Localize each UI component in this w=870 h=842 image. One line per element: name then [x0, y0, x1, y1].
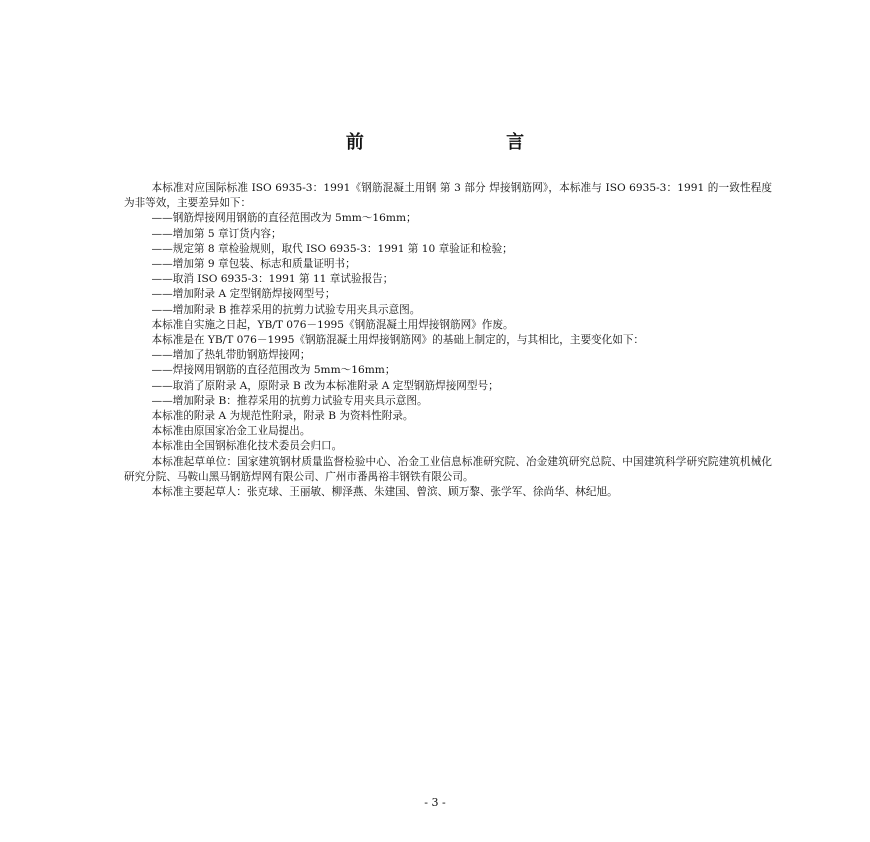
paragraph: 本标准起草单位：国家建筑钢材质量监督检验中心、冶金工业信息标准研究院、冶金建筑研究总院、中国建筑科学研究院建筑机械化研究分院、马鞍山黑马钢筋焊网有限公司、广州市番禺裕丰钢铁有限公司。 — [124, 455, 772, 483]
paragraph: 本标准主要起草人：张克球、王丽敏、柳泽燕、朱建国、曾滨、顾万黎、张学军、徐尚华、林纪旭。 — [151, 486, 618, 499]
paragraph: ——增加附录 B 推荐采用的抗剪力试验专用夹具示意图。 — [151, 303, 421, 316]
paragraph: ——规定第 8 章检验规则，取代 ISO 6935-3：1991 第 10 章验证和检验； — [151, 242, 513, 255]
paragraph: ——增加附录 B：推荐采用的抗剪力试验专用夹具示意图。 — [151, 394, 428, 407]
paragraph: 本标准的附录 A 为规范性附录，附录 B 为资料性附录。 — [151, 410, 414, 423]
paragraph: ——增加第 5 章订货内容； — [151, 227, 282, 240]
paragraph: 本标准由全国钢标准化技术委员会归口。 — [151, 440, 343, 453]
paragraph: ——增加第 9 章包装、标志和质量证明书； — [151, 258, 356, 271]
page-title: 前 言 — [345, 132, 593, 153]
paragraph: 本标准自实施之日起，YB/T 076－1995《钢筋混凝土用焊接钢筋网》作废。 — [151, 318, 514, 331]
paragraph: ——钢筋焊接网用钢筋的直径范围改为 5mm～16mm； — [151, 212, 417, 225]
paragraph: ——增加附录 A 定型钢筋焊接网型号； — [151, 288, 336, 301]
paragraph: ——取消了原附录 A，原附录 B 改为本标准附录 A 定型钢筋焊接网型号； — [151, 379, 499, 392]
foreword-body — [124, 181, 772, 500]
paragraph: 本标准是在 YB/T 076－1995《钢筋混凝土用焊接钢筋网》的基础上制定的，与其相比，主要变化如下： — [151, 334, 645, 347]
paragraph: 本标准对应国际标准 ISO 6935-3：1991《钢筋混凝土用钢 第 3 部分 焊接钢筋网》，本标准与 ISO 6935-3：1991 的一致性程度为非等效，主要差异如下： — [124, 182, 772, 210]
paragraph: 本标准由原国家冶金工业局提出。 — [151, 425, 311, 438]
page-number: - 3 - — [424, 796, 446, 809]
paragraph: ——增加了热轧带肋钢筋焊接网； — [151, 349, 311, 362]
paragraph: ——焊接网用钢筋的直径范围改为 5mm～16mm； — [151, 364, 396, 377]
paragraph: ——取消 ISO 6935-3：1991 第 11 章试验报告； — [151, 273, 394, 286]
